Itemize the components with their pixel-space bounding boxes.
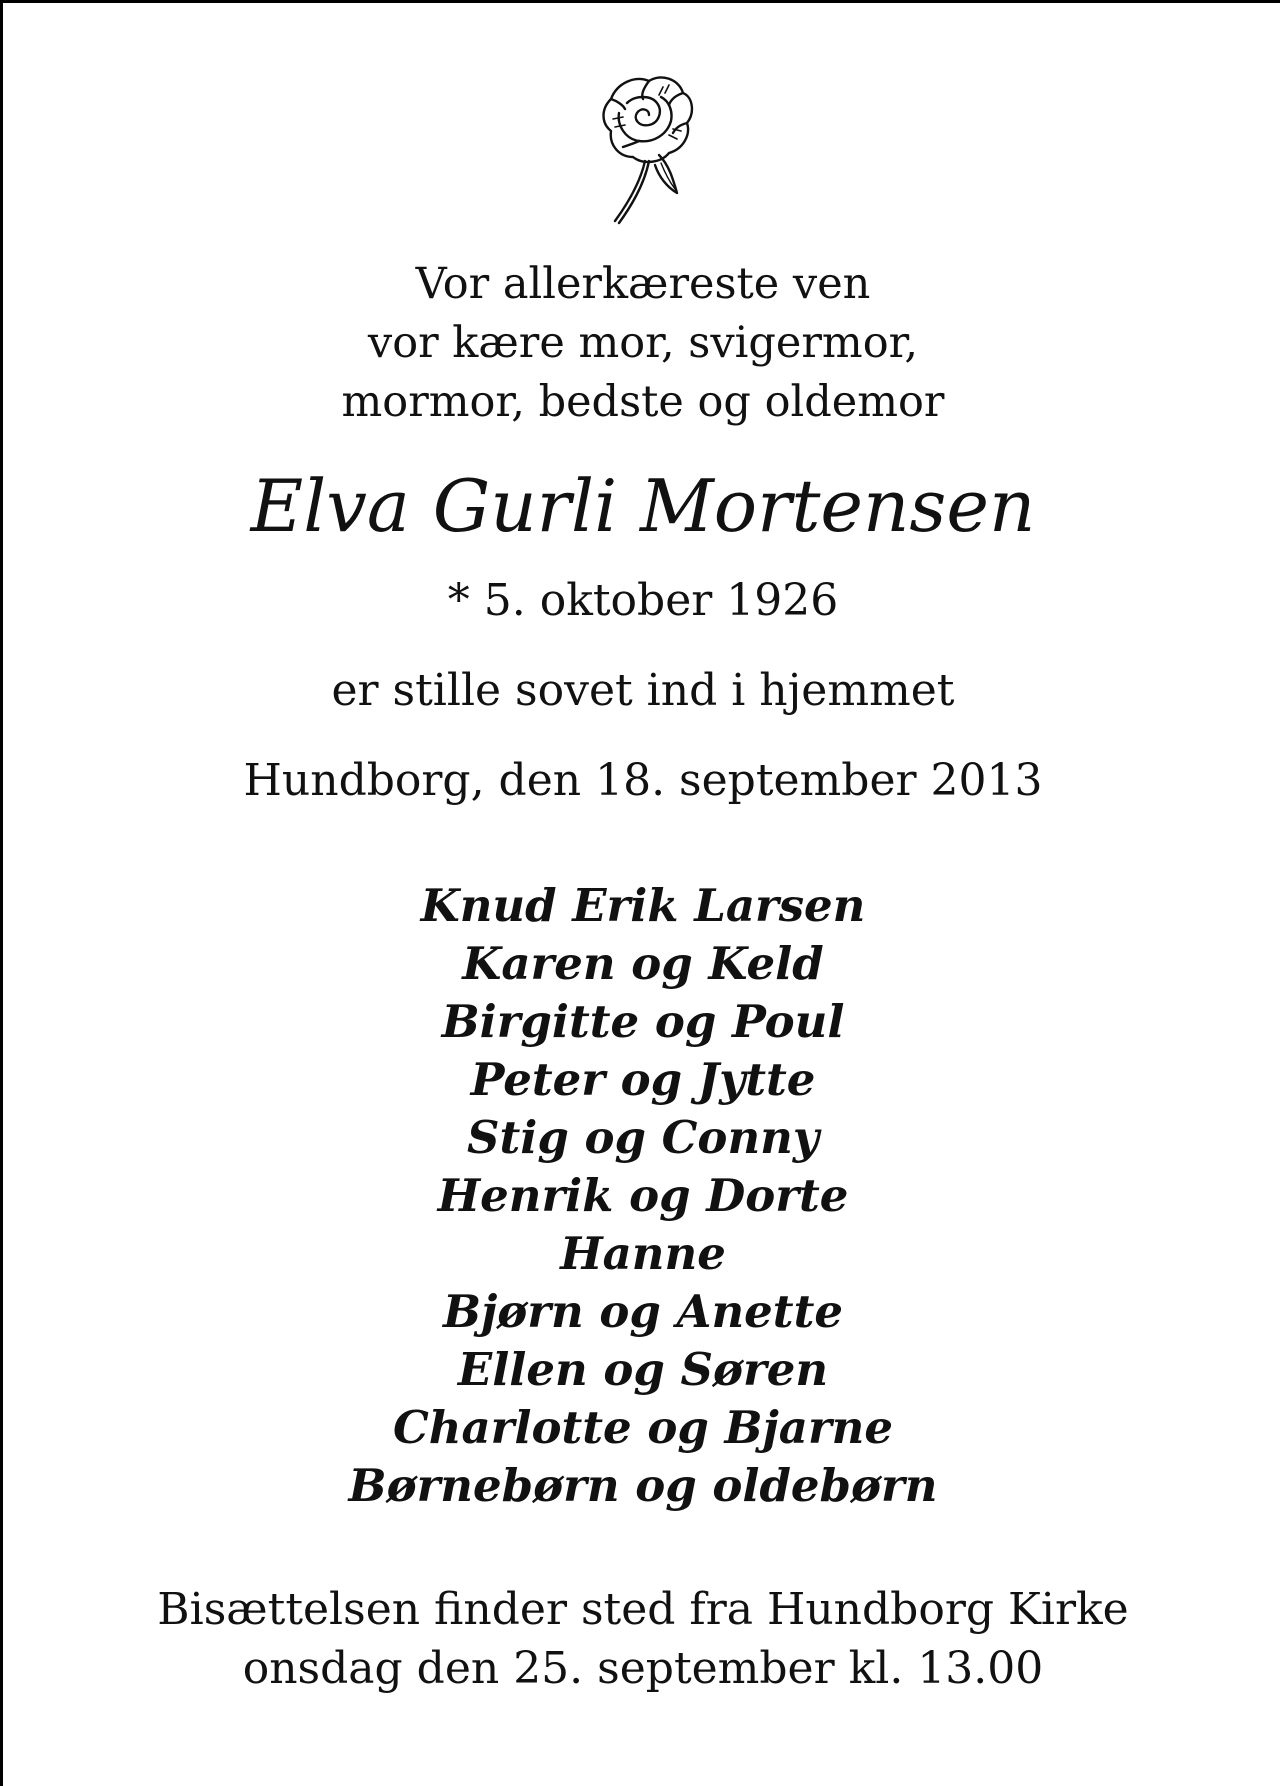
mourner-name: Birgitte og Poul: [441, 995, 845, 1048]
mourners-list: [3, 877, 1280, 1515]
mourner-name: Hanne: [560, 1227, 726, 1280]
rose-icon: [583, 69, 707, 229]
intro-line-3: mormor, bedste og oldemor: [341, 377, 945, 427]
intro-line-2: vor kære mor, svigermor,: [367, 318, 919, 368]
mourner-name: Charlotte og Bjarne: [392, 1401, 894, 1454]
mourner-name: Børnebørn og oldebørn: [348, 1459, 938, 1512]
mourner-name: Ellen og Søren: [457, 1343, 829, 1396]
birth-date: * 5. oktober 1926: [447, 575, 839, 626]
passing-statement: er stille sovet ind i hjemmet: [331, 665, 955, 716]
mourner-name: Henrik og Dorte: [437, 1169, 849, 1222]
mourner-name: Karen og Keld: [462, 937, 824, 990]
intro-line-1: Vor allerkæreste ven: [415, 259, 871, 309]
mourner-name: Peter og Jytte: [470, 1053, 816, 1106]
service-location: Bisættelsen finder sted fra Hundborg Kirke: [157, 1584, 1129, 1635]
mourner-name: Stig og Conny: [466, 1111, 820, 1164]
place-and-date: Hundborg, den 18. september 2013: [243, 755, 1043, 806]
mourner-name: Bjørn og Anette: [442, 1285, 844, 1338]
mourner-name: Knud Erik Larsen: [420, 879, 866, 932]
deceased-name: Elva Gurli Mortensen: [250, 464, 1036, 548]
service-time: onsdag den 25. september kl. 13.00: [242, 1643, 1044, 1694]
